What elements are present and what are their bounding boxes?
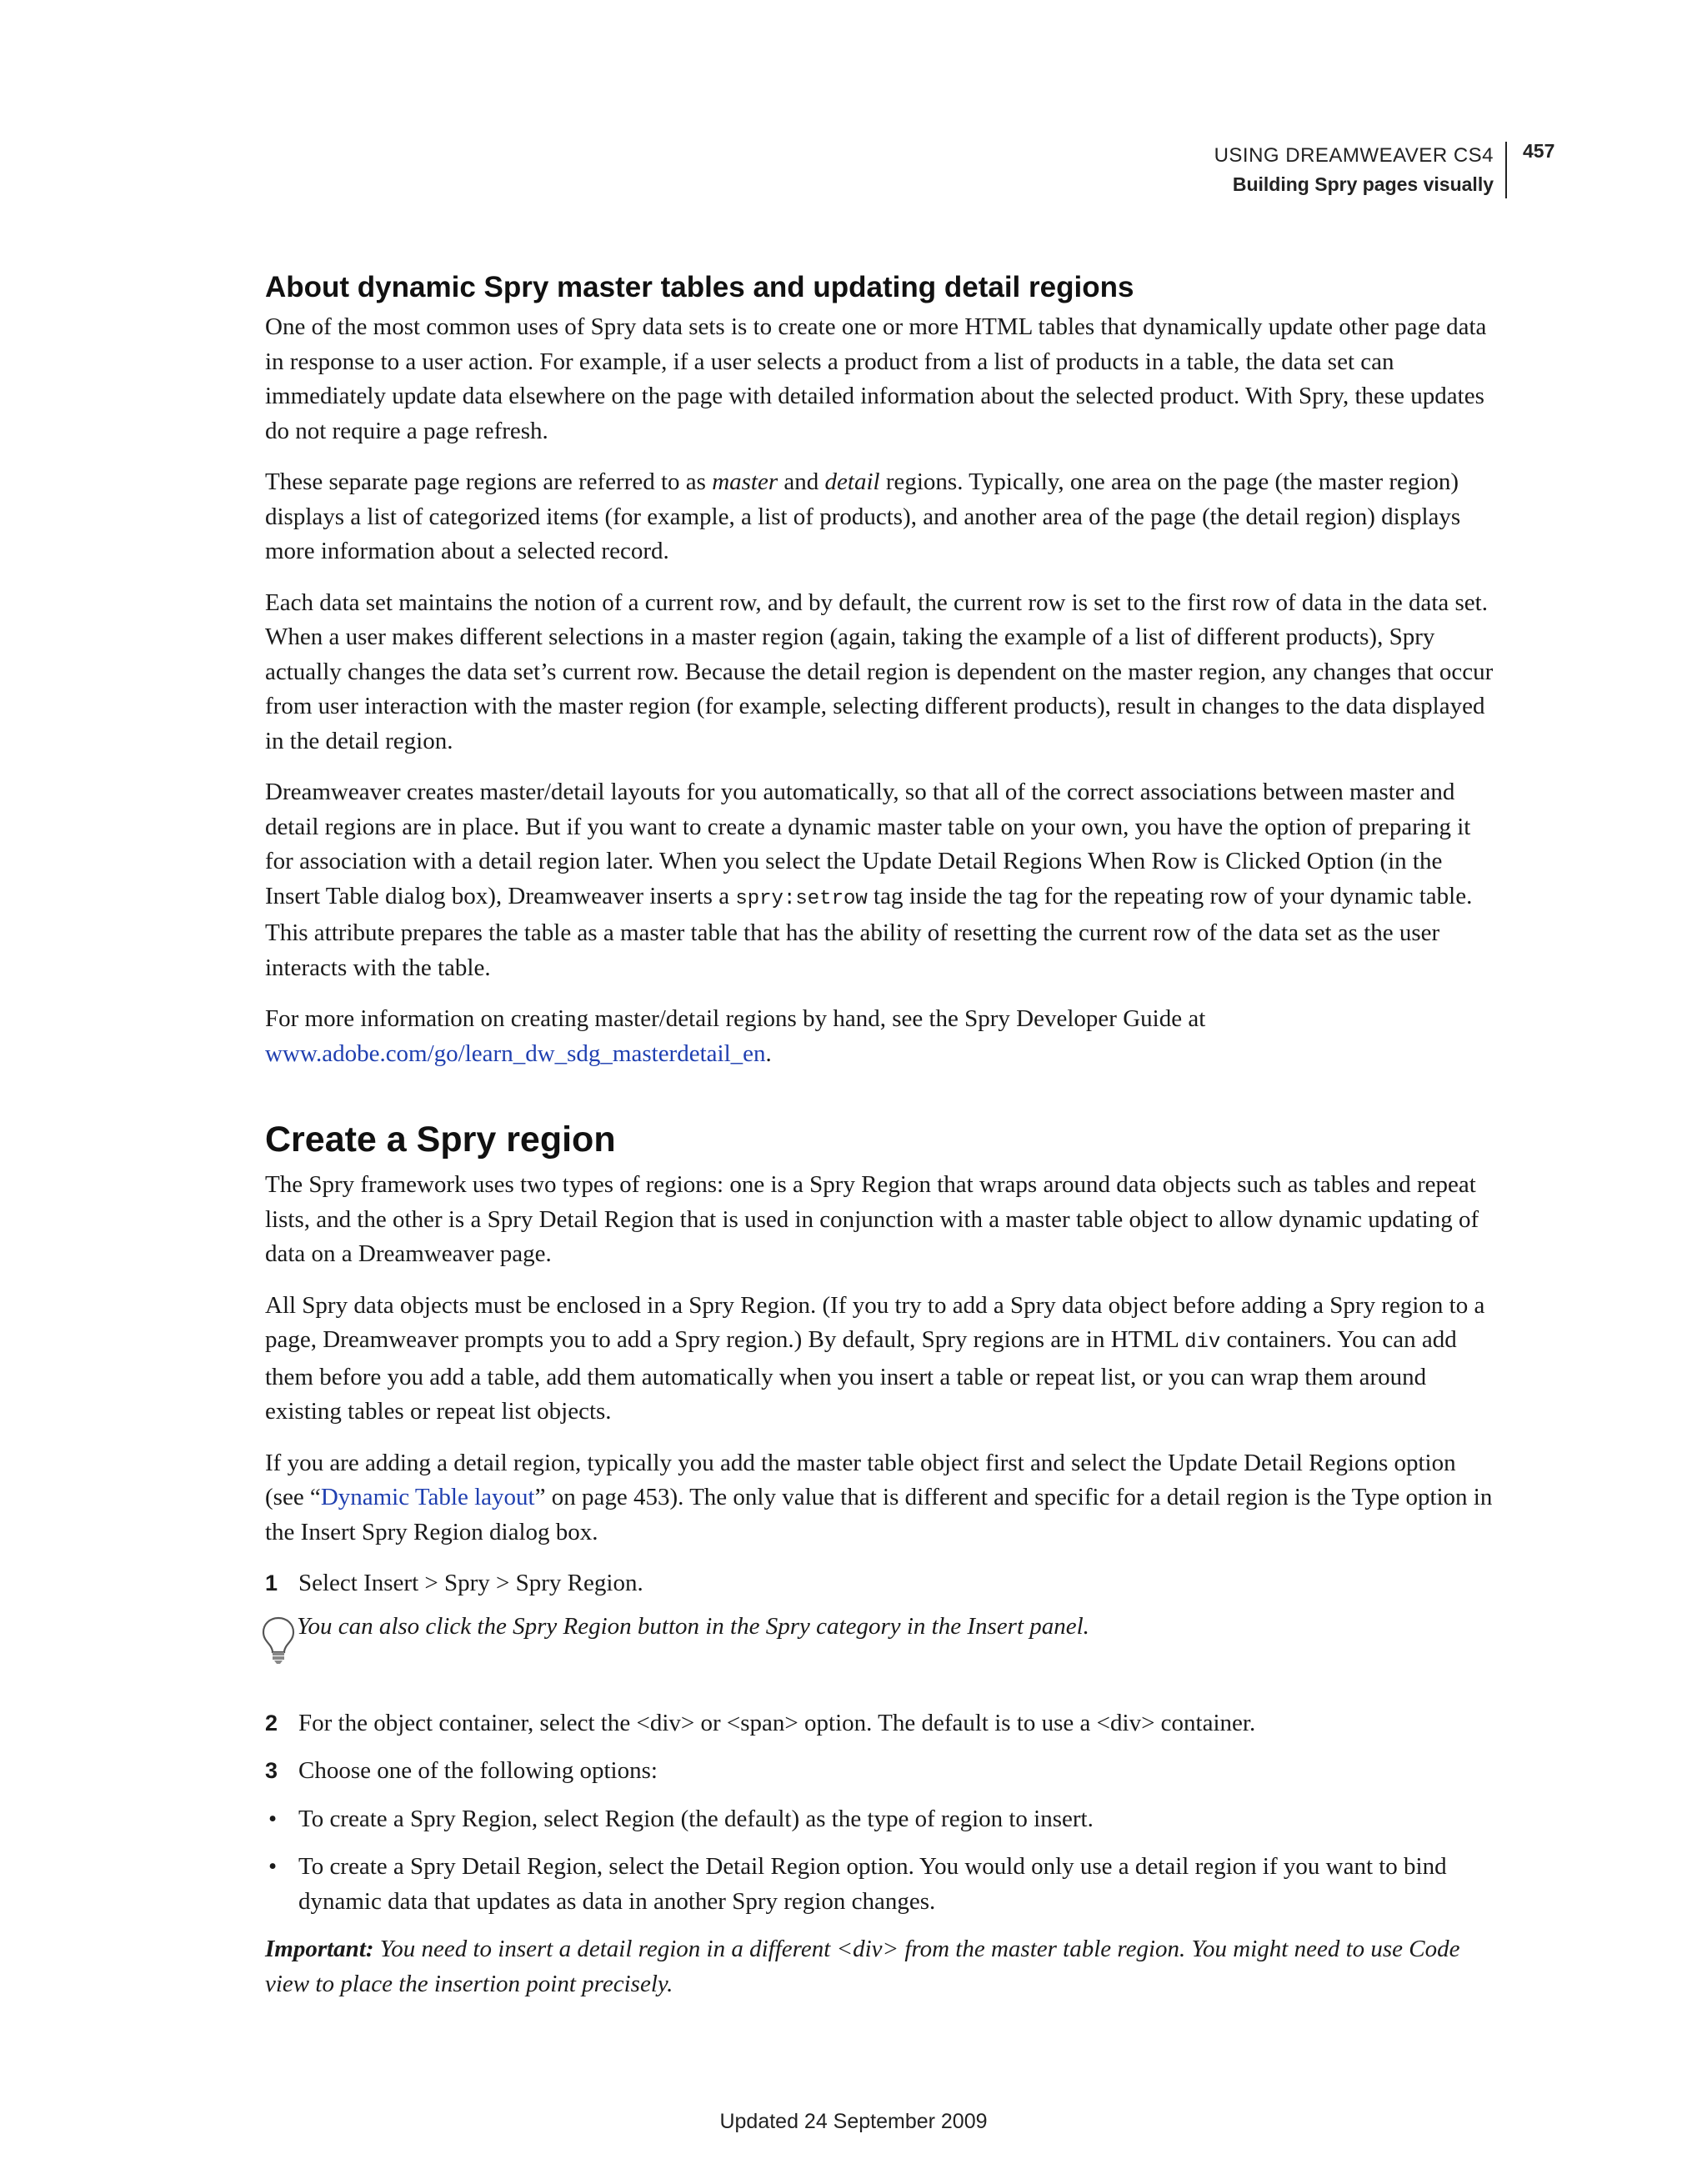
- paragraph: These separate page regions are referred to as master and detail regions. Typically, one area on the page (the master region) displays a list of categorized items (for example, a list of products), and another area of the page (the detail region) displays more information about a selected record.: [265, 468, 1461, 564]
- section-heading-master-tables: About dynamic Spry master tables and updating detail regions: [265, 271, 1134, 303]
- emphasis-detail: detail: [824, 468, 880, 495]
- code-div: div: [1184, 1331, 1221, 1354]
- bullet-text: To create a Spry Region, select Region (the default) as the type of region to insert.: [298, 1805, 1094, 1832]
- step-text: For the object container, select the <div> or <span> option. The default is to use a <div> container.: [298, 1709, 1256, 1736]
- section-heading-create-region: Create a Spry region: [265, 1120, 616, 1160]
- paragraph: One of the most common uses of Spry data sets is to create one or more HTML tables that dynamically update other page data in response to a user action. For example, if a user selects a product from a list of products in a table, the data set can immediately update data elsewhere on the page with detailed information about the selected product. With Spry, these updates do not require a page refresh.: [265, 313, 1487, 444]
- step-text: Choose one of the following options:: [298, 1757, 658, 1784]
- running-header: [1214, 142, 1507, 198]
- important-label: Important:: [265, 1936, 374, 1962]
- footer-updated: Updated 24 September 2009: [719, 2110, 988, 2133]
- developer-guide-link[interactable]: www.adobe.com/go/learn_dw_sdg_masterdetail_en: [265, 1039, 766, 1067]
- paragraph: For more information on creating master/detail regions by hand, see the Spry Developer Guide at www.adobe.com/go/learn_dw_sdg_masterdetail_en.: [265, 1005, 1206, 1067]
- lightbulb-icon: [260, 1615, 297, 1665]
- paragraph: The Spry framework uses two types of regions: one is a Spry Region that wraps around data objects such as tables and repeat lists, and the other is a Spry Detail Region that is used in conjunction with a master table object to allow dynamic updating of data on a Dreamweaver page.: [265, 1171, 1479, 1267]
- paragraph: All Spry data objects must be enclosed in a Spry Region. (If you try to add a Spry data object before adding a Spry region to a page, Dreamweaver prompts you to add a Spry region.) By default, Spry regions are in HTML div containers. You can add them before you add a table, add them automatically when you insert a table or repeat list, or you can wrap them around existing tables or repeat list objects.: [265, 1291, 1485, 1425]
- paragraph: If you are adding a detail region, typically you add the master table object first and select the Update Detail Regions option (see “Dynamic Table layout” on page 453). The only value that is different and specific for a detail region is the Type option in the Insert Spry Region dialog box.: [265, 1449, 1493, 1545]
- bullet-marker: •: [268, 1805, 278, 1832]
- paragraph: Dreamweaver creates master/detail layouts for you automatically, so that all of the correct associations between master and detail regions are in place. But if you want to create a dynamic master table on your own, you have the option of preparing it for association with a detail region later. When you select the Update Detail Regions When Row is Clicked Option (in the Insert Table dialog box), Dreamweaver inserts a spry:setrow tag inside the tag for the repeating row of your dynamic table. This attribute prepares the table as a master table that has the ability of resetting the current row of the data set as the user interacts with the table.: [265, 779, 1473, 981]
- bullet-marker: •: [268, 1853, 278, 1880]
- tip-text: You can also click the Spry Region button in the Spry category in the Insert panel.: [297, 1612, 1089, 1640]
- important-note: Important: You need to insert a detail region in a different <div> from the master table region. You might need to use Code view to place the insertion point precisely.: [265, 1936, 1460, 1997]
- page-number: 457: [1523, 140, 1555, 162]
- step-2: [265, 1706, 1499, 1741]
- page-content: [265, 268, 1499, 2001]
- step-number: 1: [265, 1570, 278, 1595]
- step-number: 3: [265, 1758, 278, 1783]
- step-1: [265, 1566, 1499, 1601]
- bullet-text: To create a Spry Detail Region, select the Detail Region option. You would only use a detail region if you want to bind dynamic data that updates as data in another Spry region changes.: [298, 1853, 1447, 1915]
- tip: [265, 1612, 1499, 1665]
- chapter-title: Building Spry pages visually: [1232, 173, 1494, 195]
- book-title: USING DREAMWEAVER CS4: [1214, 144, 1494, 167]
- bullet-item: [265, 1802, 1499, 1837]
- emphasis-master: master: [712, 468, 778, 495]
- step-text: Select Insert > Spry > Spry Region.: [298, 1570, 643, 1596]
- bullet-item: [265, 1850, 1499, 1919]
- step-3: [265, 1754, 1499, 1789]
- dynamic-table-layout-link[interactable]: Dynamic Table layout: [320, 1484, 535, 1510]
- code-spry-setrow: spry:setrow: [735, 887, 868, 910]
- paragraph: Each data set maintains the notion of a current row, and by default, the current row is set to the first row of data in the data set. When a user makes different selections in a master region (again, taking the example of a list of different products), Spry actually changes the data set’s current row. Because the detail region is dependent on the master region, any changes that occur from user interaction with the master region (for example, selecting different products), result in changes to the data displayed in the detail region.: [265, 589, 1494, 754]
- step-number: 2: [265, 1710, 278, 1736]
